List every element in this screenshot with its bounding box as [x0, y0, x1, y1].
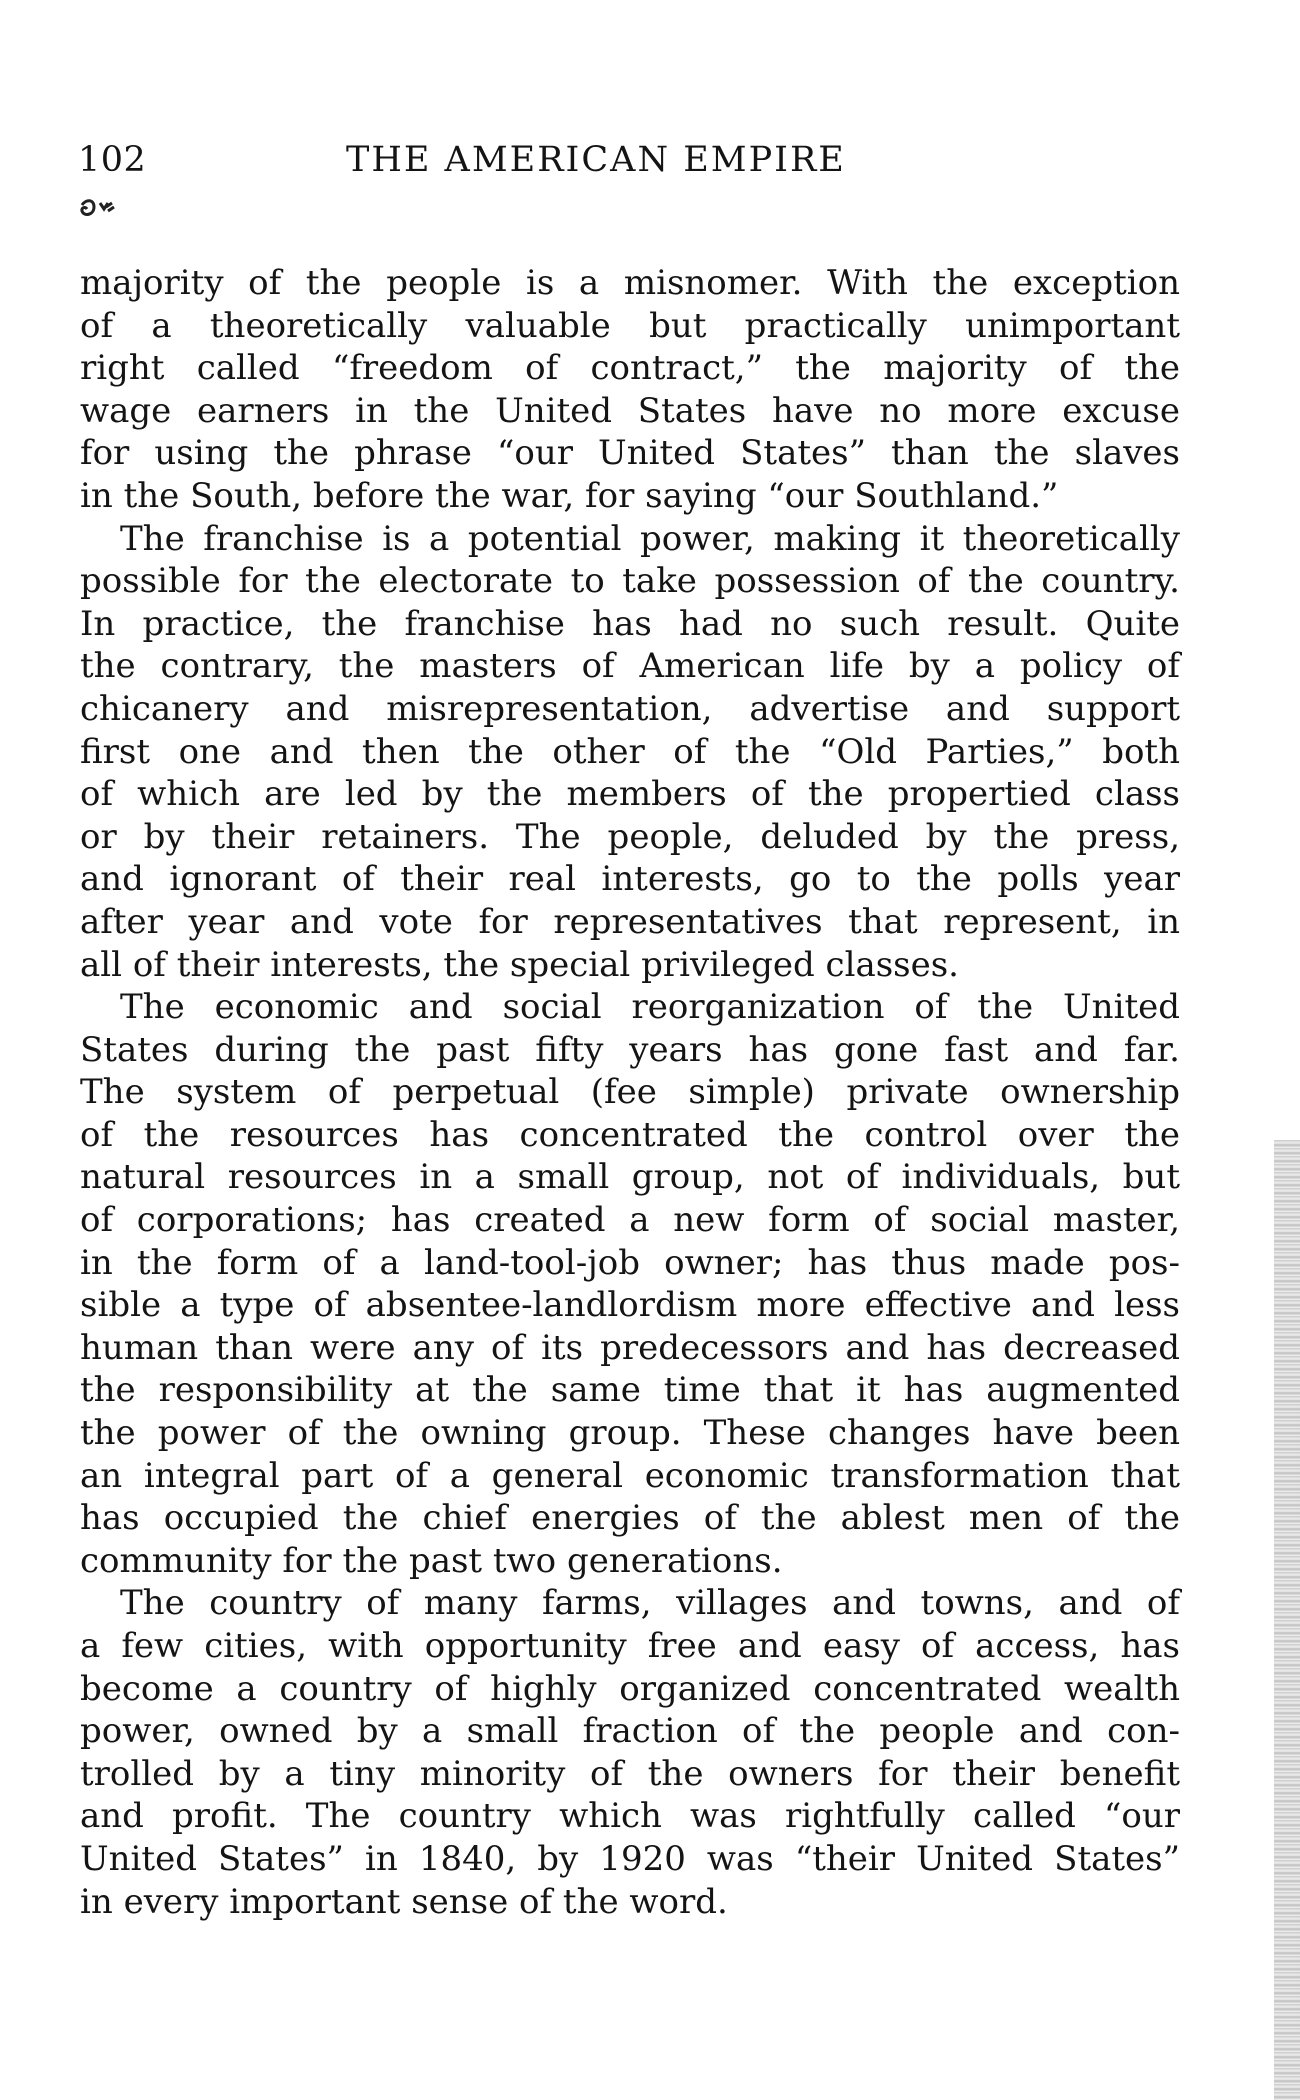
text-line: The country of many farms, villages and towns, and of [120, 1583, 1180, 1624]
text-line: has occupied the chief energies of the ablest men of the [80, 1498, 1180, 1539]
text-line: in the South, before the war, for saying “our Southland.” [80, 475, 1059, 516]
text-line: right called “freedom of contract,” the majority of the [80, 348, 1180, 389]
paragraph [80, 262, 1180, 518]
text-line: majority of the people is a misnomer. With the exception [80, 263, 1180, 303]
text-line: The system of perpetual (fee simple) private ownership [80, 1072, 1180, 1113]
text-line: for using the phrase “our United States” than the slaves [80, 433, 1180, 474]
text-line: The economic and social reorganization of the United [120, 987, 1180, 1028]
text-line: States during the past fifty years has gone fast and far. [80, 1029, 1180, 1070]
text-line: become a country of highly organized concentrated wealth [80, 1668, 1180, 1709]
text-line: in the form of a land-tool-job owner; has thus made pos- [80, 1242, 1180, 1283]
page-number: 102 [78, 140, 147, 180]
text-line: trolled by a tiny minority of the owners for their benefit [80, 1753, 1180, 1794]
text-line: and profit. The country which was rightfully called “our [80, 1796, 1180, 1837]
text-line: United States” in 1840, by 1920 was “their United States” [80, 1838, 1180, 1879]
text-line: In practice, the franchise has had no such result. Quite [80, 603, 1180, 644]
page-header [78, 140, 1198, 200]
text-line: and ignorant of their real interests, go to the polls year [80, 859, 1180, 900]
paragraph [80, 1582, 1180, 1923]
text-line: an integral part of a general economic transformation that [80, 1455, 1180, 1496]
text-line: human than were any of its predecessors and has decreased [80, 1327, 1180, 1368]
text-line: of the resources has concentrated the control over the [80, 1114, 1180, 1155]
text-line: community for the past two generations. [80, 1540, 783, 1581]
text-line: in every important sense of the word. [80, 1881, 728, 1922]
text-line: chicanery and misrepresentation, advertise and support [80, 688, 1180, 729]
text-line: possible for the electorate to take possession of the country. [80, 561, 1180, 602]
paragraph [80, 518, 1180, 987]
text-line: of which are led by the members of the propertied class [80, 774, 1180, 815]
body-text [80, 262, 1180, 1923]
text-line: wage earners in the United States have no more excuse [80, 390, 1180, 431]
page-edge-shadow [1274, 1140, 1300, 2100]
text-line: sible a type of absentee-landlordism more effective and less [80, 1285, 1180, 1326]
paragraph [80, 986, 1180, 1582]
text-line: or by their retainers. The people, deluded by the press, [80, 816, 1180, 857]
text-line: after year and vote for representatives that represent, in [80, 901, 1180, 942]
printer-ornament-icon [78, 197, 128, 223]
text-line: a few cities, with opportunity free and easy of access, has [80, 1626, 1180, 1666]
text-line: all of their interests, the special privileged classes. [80, 944, 959, 985]
text-line: the power of the owning group. These changes have been [80, 1413, 1180, 1454]
running-head: THE AMERICAN EMPIRE [346, 140, 846, 180]
text-line: first one and then the other of the “Old Parties,” both [80, 731, 1180, 772]
text-line: power, owned by a small fraction of the people and con- [80, 1711, 1180, 1752]
text-line: the contrary, the masters of American life by a policy of [80, 646, 1180, 687]
text-line: The franchise is a potential power, making it theoretically [120, 518, 1180, 559]
text-line: of corporations; has created a new form of social master, [80, 1200, 1180, 1241]
text-line: the responsibility at the same time that it has augmented [80, 1370, 1180, 1411]
text-line: natural resources in a small group, not of individuals, but [80, 1157, 1180, 1198]
text-line: of a theoretically valuable but practically unimportant [80, 305, 1180, 346]
